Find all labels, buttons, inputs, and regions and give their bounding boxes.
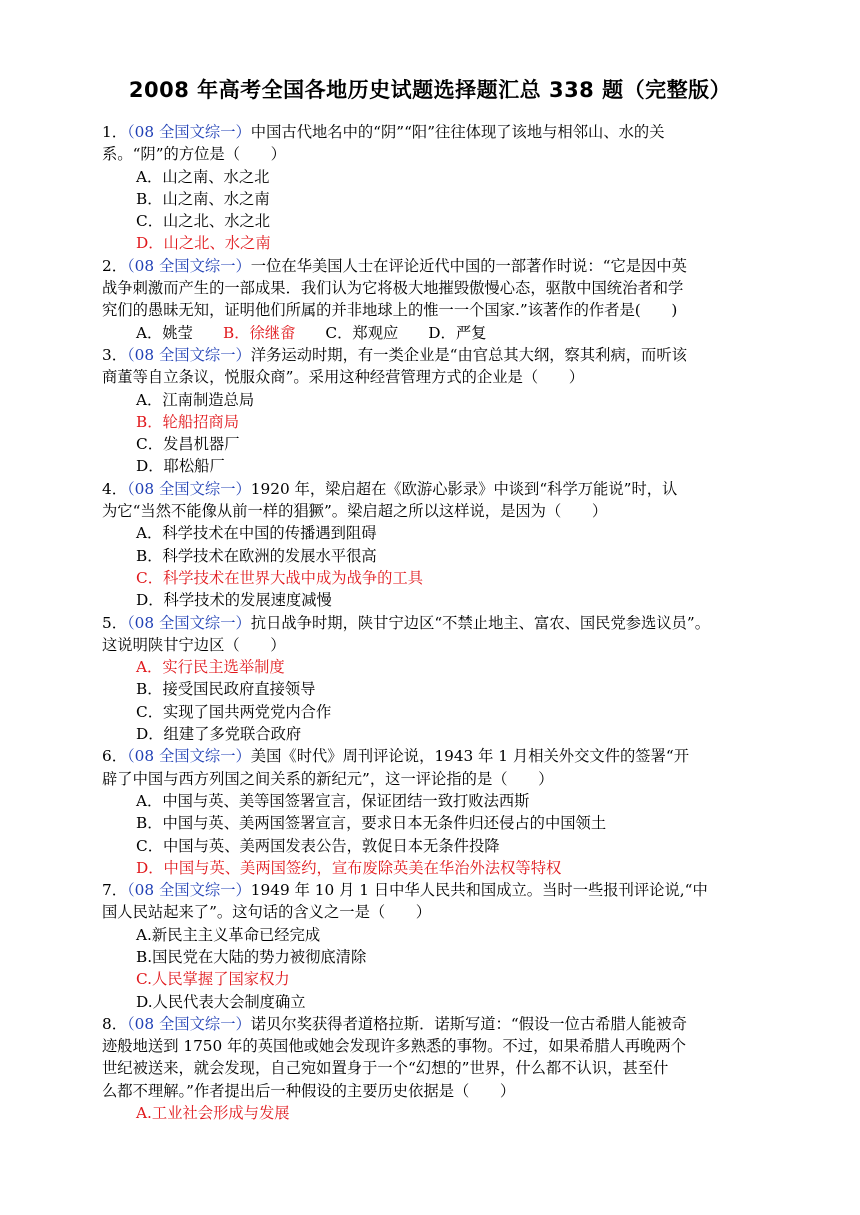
question-stem-line	[102, 143, 762, 165]
question-stem-line	[102, 1035, 762, 1057]
question-stem-line	[102, 612, 762, 634]
question-stem-line	[102, 768, 762, 790]
question-number: 3．	[102, 345, 128, 364]
option: C．实现了国共两党党内合作	[136, 702, 332, 721]
question-block	[102, 745, 762, 879]
option: C．发昌机器厂	[136, 435, 240, 454]
question-source: （08 全国文综一）	[127, 1014, 251, 1033]
answer-option: D．中国与英、美两国签约，宣布废除英美在华治外法权等特权	[136, 858, 562, 877]
question-source: （08 全国文综一）	[127, 345, 251, 364]
answer-option: C.人民掌握了国家权力	[136, 970, 290, 989]
question-stem-text: 迹般地送到 1750 年的英国他或她会发现许多熟悉的事物。不过，如果希腊人再晚两个	[102, 1037, 687, 1056]
inline-options	[102, 322, 762, 344]
question-stem-line	[102, 634, 762, 656]
option: B.国民党在大陆的势力被彻底清除	[136, 947, 367, 966]
answer-option: D．山之北、水之南	[136, 234, 271, 253]
question-number: 7．	[102, 881, 128, 900]
question-number: 5．	[102, 613, 128, 632]
question-source: （08 全国文综一）	[127, 613, 251, 632]
option: C．郑观应	[325, 323, 399, 342]
option: C．山之北、水之北	[136, 212, 271, 231]
question-stem-text: 为它“当然不能像从前一样的猖獗”。梁启超之所以这样说，是因为（ ）	[102, 502, 608, 521]
question-number: 6．	[102, 747, 128, 766]
question-stem-line	[102, 901, 762, 923]
answer-option: B．徐继畲	[222, 323, 296, 342]
question-stem-text: 么都不理解。”作者提出后一种假设的主要历史依据是（ ）	[102, 1081, 516, 1100]
option: B．科学技术在欧洲的发展水平很高	[136, 546, 377, 565]
question-stem-text: 洋务运动时期，有一类企业是“由官总其大纲，察其利病，而听该	[250, 345, 687, 364]
option: D．科学技术的发展速度减慢	[136, 591, 332, 610]
question-stem-line	[102, 1013, 762, 1035]
question-source: （08 全国文综一）	[127, 881, 251, 900]
question-stem-text: 战争刺激而产生的一部成果．我们认为它将极大地摧毁傲慢心态，驱散中国统治者和学	[102, 279, 684, 298]
question-stem-text: 辟了中国与西方列国之间关系的新纪元”，这一评论指的是（ ）	[102, 769, 554, 788]
question-block	[102, 121, 762, 255]
question-number: 2．	[102, 256, 128, 275]
question-stem-line	[102, 1057, 762, 1079]
question-stem-text: 世纪被送来，就会发现，自己宛如置身于一个“幻想的”世界，什么都不认识，甚至什	[102, 1059, 669, 1078]
question-block	[102, 879, 762, 1013]
page-title: 2008 年高考全国各地历史试题选择题汇总 338 题（完整版）	[128, 78, 732, 102]
question-stem-text: 诺贝尔奖获得者道格拉斯．诺斯写道：“假设一位古希腊人能被奇	[250, 1014, 687, 1033]
question-source: （08 全国文综一）	[127, 123, 251, 141]
question-stem-text: 商董等自立条议，悦服众商”。采用这种经营管理方式的企业是（ ）	[102, 368, 585, 387]
question-block	[102, 344, 762, 478]
question-stem-line	[102, 299, 762, 321]
question-stem-line	[102, 277, 762, 299]
answer-option: B．轮船招商局	[136, 412, 240, 431]
option: B．山之南、水之南	[136, 189, 270, 208]
answer-option: A．实行民主选举制度	[136, 658, 285, 677]
question-stem-text: 一位在华美国人士在评论近代中国的一部著作时说：“它是因中英	[250, 256, 687, 275]
question-stem-text: 1920 年，梁启超在《欧游心影录》中谈到“科学万能说”时，认	[250, 479, 678, 498]
option: D．组建了多党联合政府	[136, 725, 302, 744]
answer-option: A.工业社会形成与发展	[136, 1104, 290, 1123]
option: C．中国与英、美两国发表公告，敦促日本无条件投降	[136, 836, 500, 855]
question-block	[102, 612, 762, 746]
question-stem-line	[102, 121, 762, 143]
option: D.人民代表大会制度确立	[136, 992, 306, 1011]
question-stem-text: 美国《时代》周刊评论说，1943 年 1 月相关外交文件的签署“开	[250, 747, 689, 766]
question-stem-text: 抗日战争时期，陕甘宁边区“不禁止地主、富农、国民党参选议员”。	[250, 613, 711, 632]
option: A．科学技术在中国的传播遇到阻碍	[136, 524, 377, 543]
option: A．山之南、水之北	[136, 167, 270, 186]
option: D．耶松船厂	[136, 457, 225, 476]
question-stem-text: 这说明陕甘宁边区（ ）	[102, 635, 286, 654]
question-stem-line	[102, 478, 762, 500]
question-number: 1．	[102, 123, 128, 141]
option: A．姚莹	[136, 323, 193, 342]
question-stem-line	[102, 344, 762, 366]
option: A.新民主主义革命已经完成	[136, 925, 321, 944]
option: A．江南制造总局	[136, 390, 255, 409]
question-stem-line	[102, 879, 762, 901]
question-block	[102, 1013, 762, 1124]
question-stem-line	[102, 366, 762, 388]
question-source: （08 全国文综一）	[127, 256, 251, 275]
option: B．接受国民政府直接领导	[136, 680, 316, 699]
question-stem-text: 1949 年 10 月 1 日中华人民共和国成立。当时一些报刊评论说,“中	[250, 881, 708, 900]
question-stem-line	[102, 500, 762, 522]
question-block	[102, 478, 762, 612]
question-block	[102, 255, 762, 344]
question-stem-text: 究们的愚昧无知，证明他们所属的并非地球上的惟一一个国家.”该著作的作者是( )	[102, 301, 678, 320]
option: A．中国与英、美等国签署宣言，保证团结一致打败法西斯	[136, 791, 530, 810]
question-stem-text: 中国古代地名中的“阴”“阳”往往体现了该地与相邻山、水的关	[250, 123, 665, 141]
option: D．严复	[428, 323, 487, 342]
question-stem-line	[102, 255, 762, 277]
question-source: （08 全国文综一）	[127, 747, 251, 766]
question-number: 4．	[102, 479, 128, 498]
question-stem-text: 系。“阴”的方位是（ ）	[102, 145, 286, 164]
question-source: （08 全国文综一）	[127, 479, 251, 498]
answer-option: C．科学技术在世界大战中成为战争的工具	[136, 568, 424, 587]
question-stem-line	[102, 1080, 762, 1102]
question-stem-text: 国人民站起来了”。这句话的含义之一是（ ）	[102, 903, 432, 922]
option: B．中国与英、美两国签署宣言，要求日本无条件归还侵占的中国领土	[136, 814, 607, 833]
question-stem-line	[102, 745, 762, 767]
question-number: 8．	[102, 1014, 128, 1033]
question-list	[102, 121, 762, 1124]
